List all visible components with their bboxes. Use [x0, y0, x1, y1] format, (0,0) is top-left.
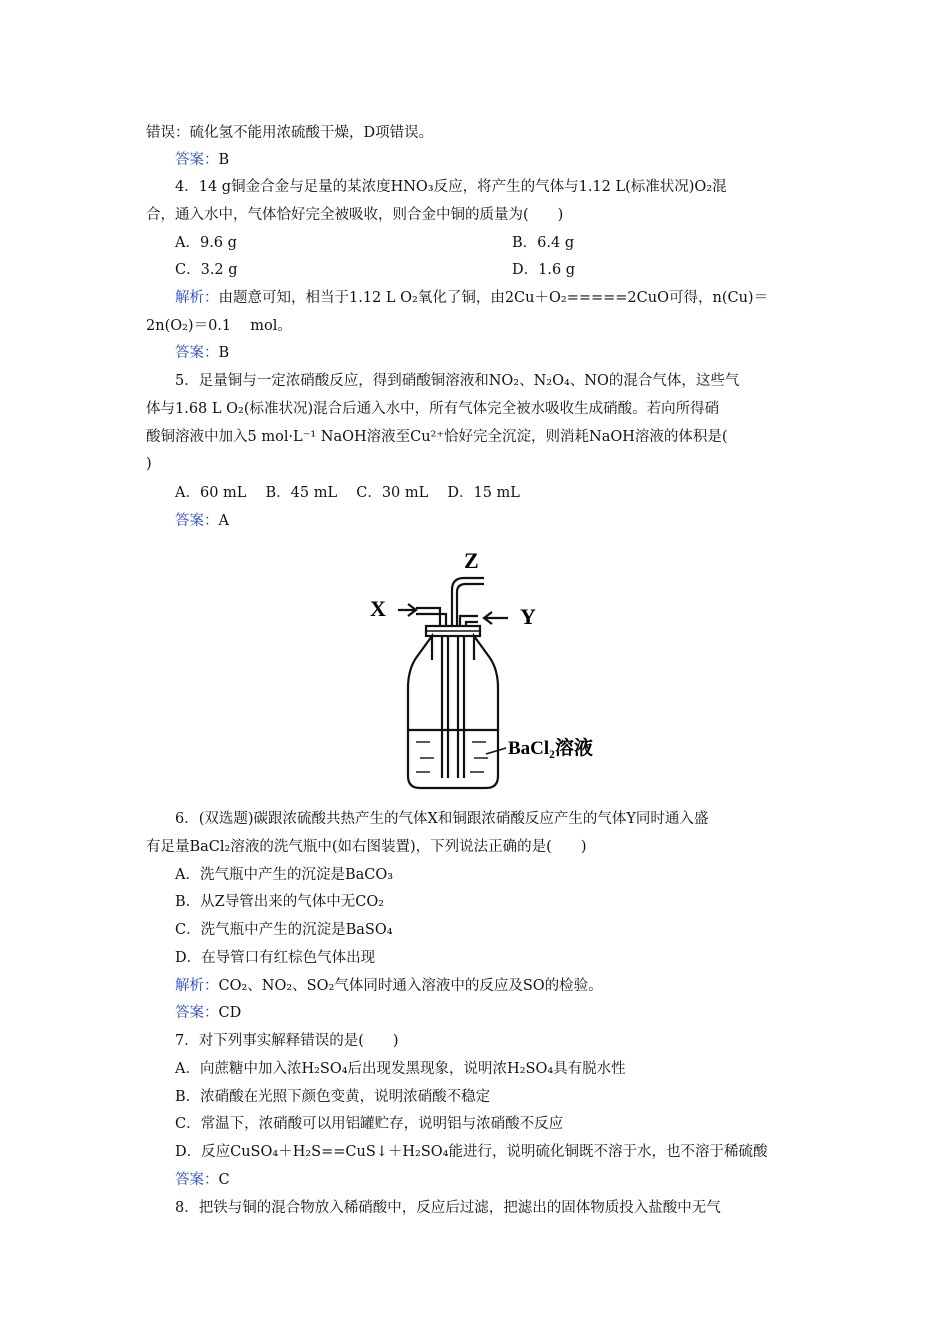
question-6-explanation	[175, 975, 603, 997]
explanation-label: 解析：	[175, 978, 219, 994]
answer-label: 答案：	[175, 1172, 219, 1188]
answer-value: CD	[218, 1005, 242, 1021]
question-7-line-1: 7．对下列事实解释错误的是( )	[175, 1033, 399, 1049]
left-tube	[416, 608, 446, 626]
answer-label: 答案：	[175, 152, 219, 168]
answer-line	[175, 1002, 241, 1024]
question-6-option-b: B．从Z导管出来的气体中无CO₂	[175, 894, 385, 910]
gas-washing-bottle-diagram	[360, 548, 640, 798]
question-7-option-c: C．常温下，浓硝酸可以用铝罐贮存，说明铝与浓硝酸不反应	[175, 1116, 564, 1132]
arrow-x	[398, 604, 416, 616]
answer-line	[175, 510, 229, 532]
answer-label: 答案：	[175, 345, 219, 361]
text-line: 错误：硫化氢不能用浓硫酸干燥，D项错误。	[146, 125, 434, 141]
answer-value: A	[218, 513, 229, 529]
question-5-line-4: )	[146, 456, 152, 472]
z-tube	[452, 578, 484, 626]
question-6-line-1: 6．(双选题)碳跟浓硫酸共热产生的气体X和铜跟浓硝酸反应产生的气体Y同时通入盛	[175, 811, 709, 827]
answer-value: B	[218, 345, 230, 361]
arrow-y	[484, 612, 508, 624]
label-bacl2-solution: BaCl₂溶液	[508, 738, 593, 759]
question-4-explanation-2: 2n(O₂)＝0.1 mol。	[146, 318, 292, 334]
label-z: Z	[464, 548, 479, 573]
answer-label: 答案：	[175, 513, 219, 529]
question-7-option-b: B．浓硝酸在光照下颜色变黄，说明浓硝酸不稳定	[175, 1089, 491, 1105]
question-5-line-1: 5．足量铜与一定浓硝酸反应，得到硝酸铜溶液和NO₂、N₂O₄、NO的混合气体，这些气	[175, 373, 740, 389]
question-8-line-1: 8．把铁与铜的混合物放入稀硝酸中，反应后过滤，把滤出的固体物质投入盐酸中无气	[175, 1200, 721, 1216]
question-4-option-b: B．6.4 g	[512, 235, 575, 251]
question-4-explanation-1	[175, 287, 768, 309]
question-7-option-a: A．向蔗糖中加入浓H₂SO₄后出现发黑现象，说明浓H₂SO₄具有脱水性	[175, 1061, 626, 1077]
answer-line	[175, 342, 229, 364]
apparatus-svg	[360, 548, 640, 798]
label-pointer	[486, 748, 506, 754]
question-6-line-2: 有足量BaCl₂溶液的洗气瓶中(如右图装置)，下列说法正确的是( )	[146, 839, 587, 855]
question-6-option-c: C．洗气瓶中产生的沉淀是BaSO₄	[175, 922, 393, 938]
question-4-line-1: 4．14 g铜金合金与足量的某浓度HNO₃反应，将产生的气体与1.12 L(标准状况)O₂混	[175, 179, 727, 195]
label-y: Y	[520, 604, 536, 629]
answer-line	[175, 1169, 230, 1191]
question-5-line-2: 体与1.68 L O₂(标准状况)混合后通入水中，所有气体完全被水吸收生成硝酸。若向所得硝	[146, 401, 720, 417]
question-4-line-2: 合，通入水中，气体恰好完全被吸收，则合金中铜的质量为( )	[146, 207, 564, 223]
question-4-option-a: A．9.6 g	[175, 235, 237, 251]
right-tube	[460, 616, 478, 626]
answer-label: 答案：	[175, 1005, 219, 1021]
bottle-outline	[408, 636, 498, 788]
answer-value: C	[218, 1172, 230, 1188]
answer-value: B	[218, 152, 230, 168]
question-6-option-a: A．洗气瓶中产生的沉淀是BaCO₃	[175, 867, 394, 883]
explanation-text: CO₂、NO₂、SO₂气体同时通入溶液中的反应及SO的检验。	[218, 978, 603, 994]
explanation-text: 由题意可知，相当于1.12 L O₂氧化了铜，由2Cu＋O₂=====2CuO可得，n(Cu)＝	[218, 290, 769, 306]
question-6-option-d: D．在导管口有红棕色气体出现	[175, 950, 376, 966]
question-7-option-d: D．反应CuSO₄＋H₂S==CuS↓＋H₂SO₄能进行，说明硫化铜既不溶于水，也不溶于稀硫酸	[175, 1144, 768, 1160]
question-4-option-c: C．3.2 g	[175, 262, 238, 278]
question-5-options: A．60 mL B．45 mL C．30 mL D．15 mL	[175, 485, 520, 501]
explanation-label: 解析：	[175, 290, 219, 306]
answer-line	[175, 149, 229, 171]
question-4-option-d: D．1.6 g	[512, 262, 576, 278]
question-5-line-3: 酸铜溶液中加入5 mol·L⁻¹ NaOH溶液至Cu²⁺恰好完全沉淀，则消耗NaOH溶液的体积是(	[146, 429, 728, 445]
label-x: X	[370, 596, 386, 621]
